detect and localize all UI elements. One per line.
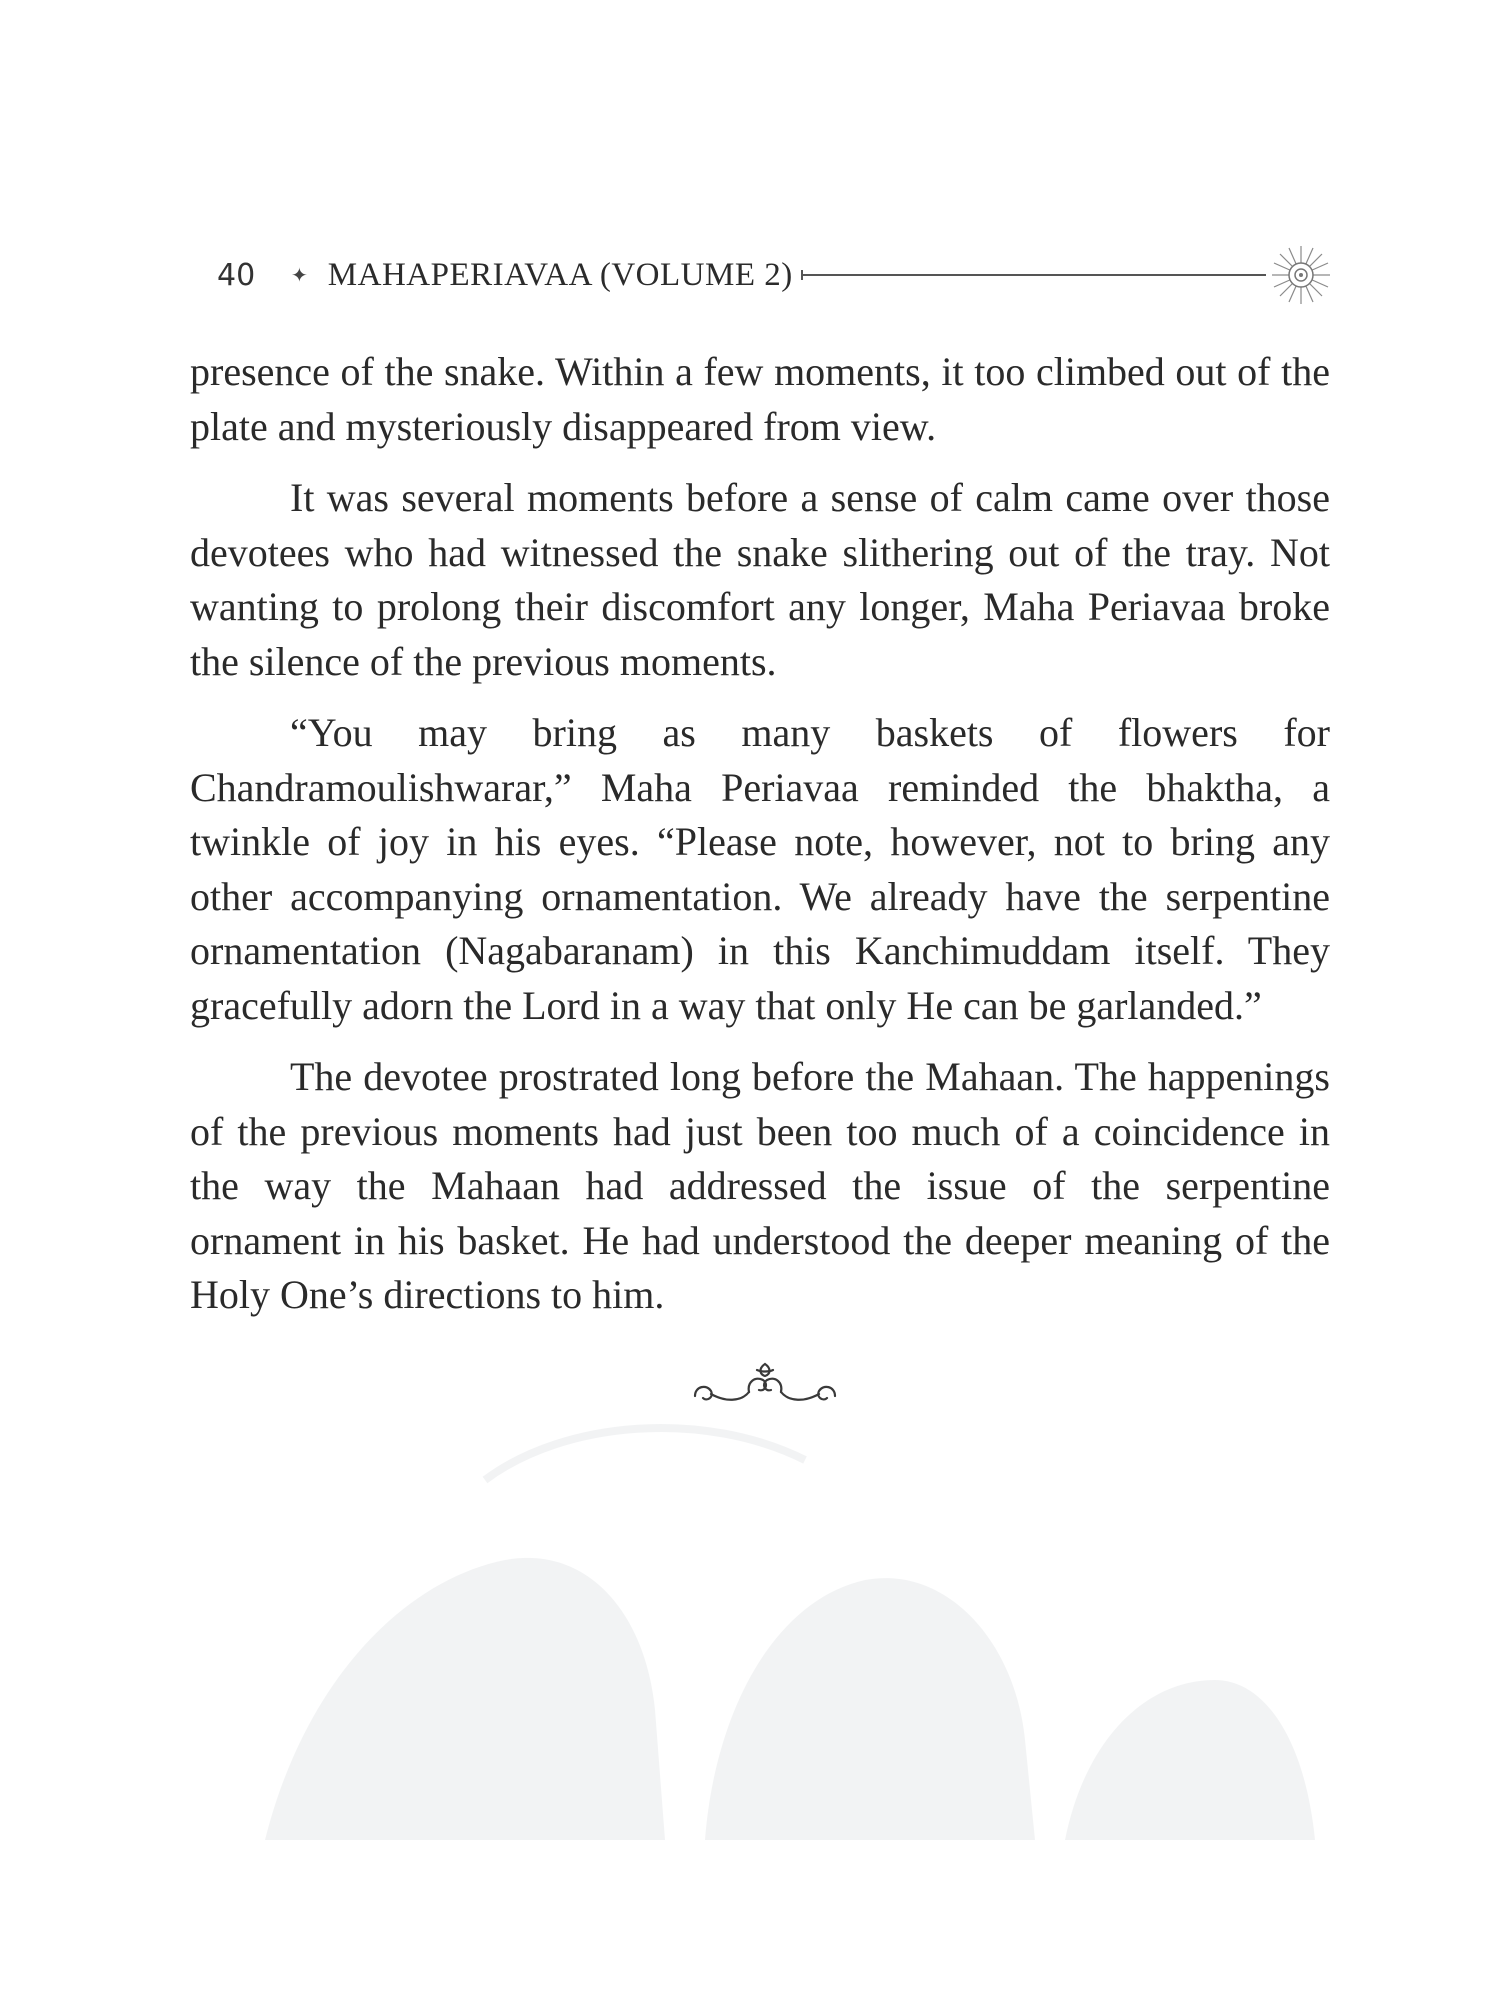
scroll-flourish-ornament-icon xyxy=(685,1358,845,1418)
sunburst-flower-icon xyxy=(1270,244,1332,306)
page-number: 40 xyxy=(217,257,256,293)
book-title: MAHAPERIAVAA (VOLUME 2) xyxy=(327,256,793,293)
header-rule xyxy=(803,274,1266,276)
separator-star-icon: ✦ xyxy=(291,264,308,287)
body-text xyxy=(190,345,1330,1340)
paragraph-4: The devotee prostrated long before the Mahaan. The happenings of the previous moments had just been too much of a coincidence in the way the Mahaan had addressed the issue of the serpentine ornament in his basket. He had understood the deeper meaning of the Holy One’s directions to him. xyxy=(190,1054,1330,1317)
paragraph-3: “You may bring as many baskets of flowers for Chandramoulishwarar,” Maha Periavaa reminded the bhaktha, a twinkle of joy in his eyes. “Please note, however, not to bring any other accompanying ornamentation. We already have the serpentine ornamentation (Nagabaranam) in this Kanchimuddam itself. They gracefully adorn the Lord in a way that only He can be garlanded.” xyxy=(190,710,1330,1028)
paragraph-2: It was several moments before a sense of calm came over those devotees who had witnessed the snake slithering out of the tray. Not wanting to prolong their discomfort any longer, Maha Periavaa broke the silence of the previous moments. xyxy=(190,475,1330,684)
running-head xyxy=(217,250,1332,300)
paragraph-1: presence of the snake. Within a few moments, it too climbed out of the plate and mysteriously disappeared from view. xyxy=(190,349,1330,449)
background-watermark-illustration xyxy=(185,1380,1330,1840)
